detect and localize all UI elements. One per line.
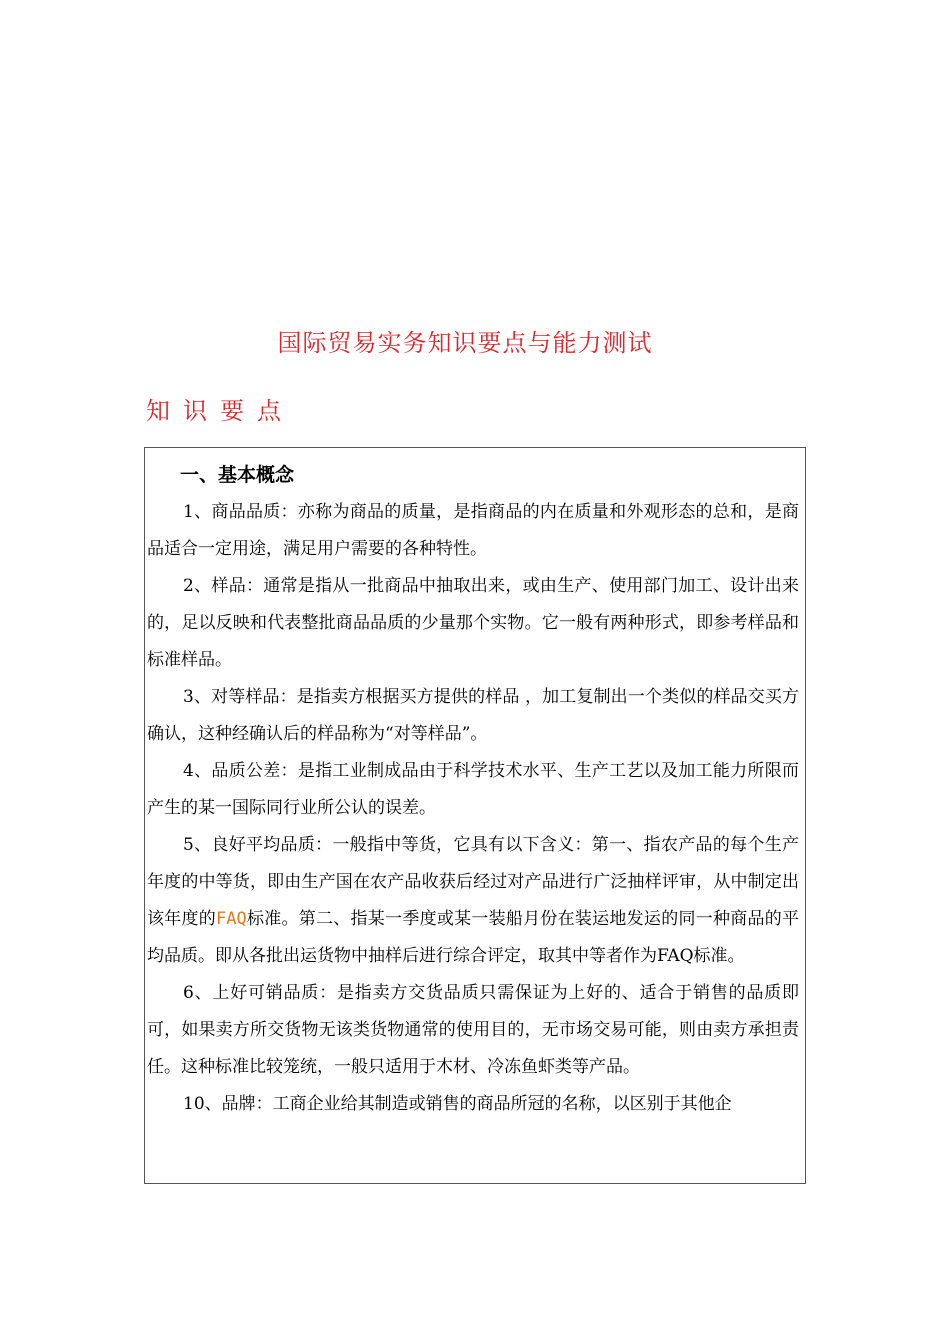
section-heading: 知识要点 xyxy=(146,397,294,425)
content-box xyxy=(144,447,806,1184)
document-title: 国际贸易实务知识要点与能力测试 xyxy=(277,329,653,357)
paragraph-product-quality: 1、商品品质：亦称为商品的质量，是指商品的内在质量和外观形态的总和，是商品适合一定用途，满足用户需要的各种特性。 xyxy=(147,502,799,559)
faq-highlight: FAQ xyxy=(216,909,247,929)
paragraph-gmq: 6、上好可销品质：是指卖方交货品质只需保证为上好的、适合于销售的品质即可，如果卖方所交货物无该类货物通常的使用目的，无市场交易可能，则由卖方承担责任。这种标准比较笼统，一般只适用于木材、冷冻鱼虾类等产品。 xyxy=(147,983,799,1077)
paragraph-brand: 10、品牌：工商企业给其制造或销售的商品所冠的名称，以区别于其他企 xyxy=(183,1094,732,1114)
paragraph-faq xyxy=(145,827,805,975)
faq-text-start: 5、良好平均品质：一般指中等货，它具有以下含义：第一、指农产品的每个生产年度的中等货，即由生产国在农产品收获后经过对产品进行广泛抽样评审，从中制定出该年度的 xyxy=(147,835,799,929)
paragraph-sample: 2、样品：通常是指从一批商品中抽取出来，或由生产、使用部门加工、设计出来的，足以反映和代表整批商品品质的少量那个实物。它一般有两种形式，即参考样品和标准样品。 xyxy=(147,576,799,670)
paragraph-quality-tolerance: 4、品质公差：是指工业制成品由于科学技术水平、生产工艺以及加工能力所限而产生的某一国际同行业所公认的误差。 xyxy=(147,761,799,818)
basic-concepts-heading: 一、基本概念 xyxy=(180,464,295,486)
faq-text-end: 标准。第二、指某一季度或某一装船月份在装运地发运的同一种商品的平均品质。即从各批出运货物中抽样后进行综合评定，取其中等者作为FAQ标准。 xyxy=(147,909,799,966)
paragraph-counter-sample: 3、对等样品：是指卖方根据买方提供的样品 ，加工复制出一个类似的样品交买方确认，这种经确认后的样品称为“对等样品”。 xyxy=(147,687,799,744)
